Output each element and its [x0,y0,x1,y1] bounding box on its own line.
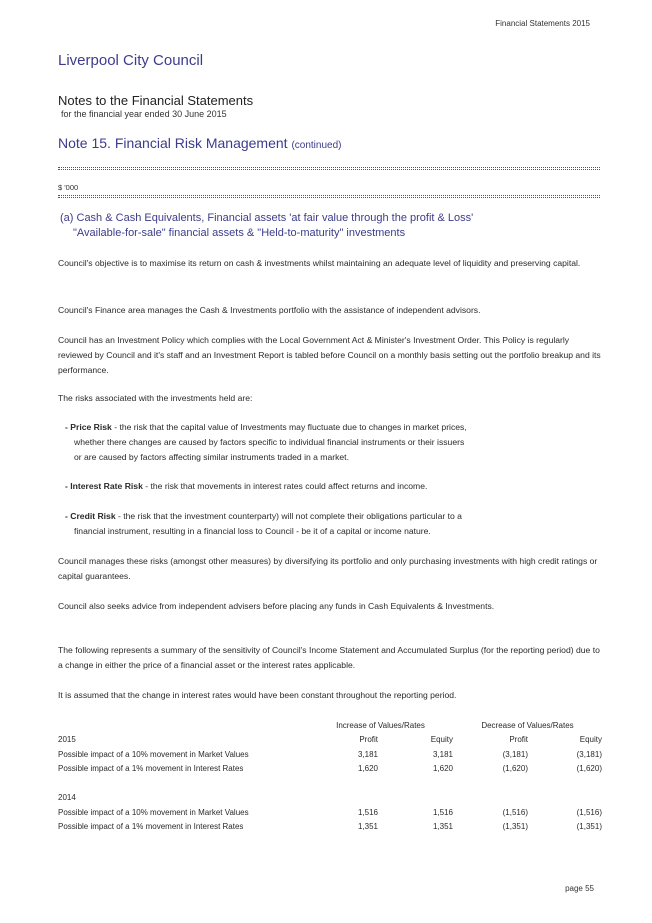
paragraph-risks-intro: The risks associated with the investments held are: [58,393,253,403]
table-row: Possible impact of a 1% movement in Interest Rates 1,620 1,620 (1,620) (1,620) [58,764,602,774]
running-header: Financial Statements 2015 [495,19,590,28]
council-name: Liverpool City Council [58,52,204,69]
col-header-inc-profit: Profit [359,735,378,745]
note-heading [58,135,341,151]
divider-top-secondary [58,169,600,170]
divider-bottom [58,195,600,196]
section-title [60,211,600,241]
paragraph-investment-policy: Council has an Investment Policy which complies with the Local Government Act & Minister's Investment Order. This Policy is regularly reviewed by Council and it's staff and an Investment Report is tabled before Council on a monthly basis setting out the portfolio breakup and its performance. [58,335,601,375]
bullet-price-risk [65,420,610,465]
col-header-dec-profit: Profit [509,735,528,745]
table-group-header-row [58,718,602,733]
page-number: page 55 [565,884,594,893]
note-title: Note 15. Financial Risk Management [58,135,288,151]
credit-risk-label: - Credit Risk [65,511,116,521]
section-title-line1: (a) Cash & Cash Equivalents, Financial assets 'at fair value through the profit & Loss' [60,212,474,224]
section-title-line2: "Available-for-sale" financial assets & "Held-to-maturity" investments [73,227,406,239]
year-label-2015: 2015 [58,735,76,745]
table-row: Possible impact of a 10% movement in Market Values 1,516 1,516 (1,516) (1,516) [58,807,602,817]
continued-label: (continued) [291,140,342,151]
paragraph-objective: Council's objective is to maximise its return on cash & investments whilst maintaining an adequate level of liquidity and preserving capital. [58,258,581,268]
paragraph-assumption: It is assumed that the change in interest rates would have been constant throughout the reporting period. [58,690,457,700]
paragraph-risk-management: Council manages these risks (amongst other measures) by diversifying its portfolio and only purchasing investments with high credit ratings or capital guarantees. [58,556,598,581]
bullet-interest-rate-risk [65,479,610,494]
credit-risk-line2: financial instrument, resulting in a financial loss to Council - be it of a capital or income nature. [74,526,431,536]
col-header-inc-equity: Equity [430,735,453,745]
paragraph-sensitivity-summary: The following represents a summary of the sensitivity of Council's Income Statement and Accumulated Surplus (for the reporting period) due to a change in either the price of a financial asset or the interest rates applicable. [58,645,600,670]
table-header-row-2015 [58,733,602,748]
interest-rate-risk-line1: - the risk that movements in interest rates could affect returns and income. [142,481,428,491]
paragraph-advice: Council also seeks advice from independent advisers before placing any funds in Cash Equivalents & Investments. [58,601,495,611]
group-increase-header: Increase of Values/Rates [336,720,425,730]
divider-top [58,167,600,168]
units-label: $ '000 [58,183,79,192]
price-risk-label: - Price Risk [65,422,112,432]
table-row: Possible impact of a 10% movement in Market Values 3,181 3,181 (3,181) (3,181) [58,749,602,759]
interest-rate-risk-label: - Interest Rate Risk [65,481,143,491]
col-header-dec-equity: Equity [579,735,602,745]
group-decrease-header: Decrease of Values/Rates [481,720,574,730]
price-risk-line3: or are caused by factors affecting similar instruments traded in a market. [74,452,349,462]
paragraph-finance-area: Council's Finance area manages the Cash & Investments portfolio with the assistance of independent advisors. [58,305,481,315]
table-row: Possible impact of a 1% movement in Interest Rates 1,351 1,351 (1,351) (1,351) [58,822,602,832]
year-label-2014: 2014 [58,793,76,803]
credit-risk-line1: - the risk that the investment counterparty) will not complete their obligations particular to a [115,511,462,521]
table-header-row-2014 [58,791,602,806]
price-risk-line2: whether there changes are caused by factors specific to individual financial instruments or their issuers [74,437,465,447]
notes-subtitle: for the financial year ended 30 June 2015 [61,109,227,119]
notes-title: Notes to the Financial Statements [58,93,254,108]
price-risk-line1: - the risk that the capital value of Investments may fluctuate due to changes in market prices, [111,422,467,432]
bullet-credit-risk [65,509,610,539]
sensitivity-table [58,718,602,834]
divider-bottom-secondary [58,197,600,198]
